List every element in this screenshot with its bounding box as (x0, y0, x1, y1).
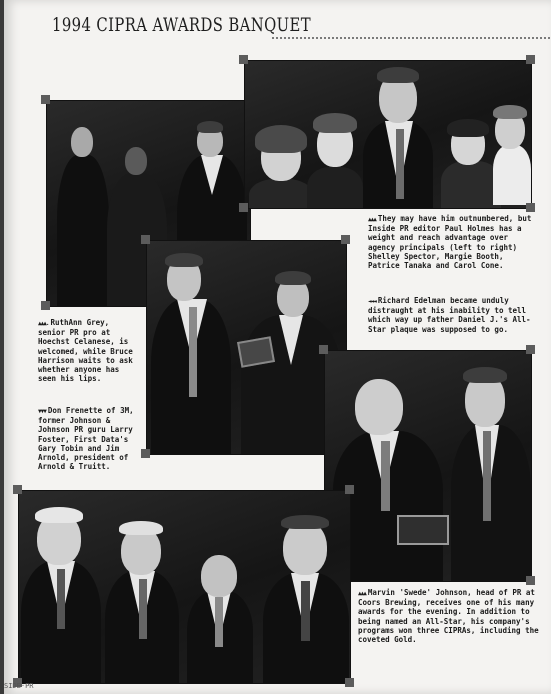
caption-edelman (368, 296, 538, 334)
caption-marker: ▲▲▲. (38, 320, 49, 327)
caption-johnson (358, 588, 542, 644)
photo-edelman (146, 240, 347, 455)
photo-holmes-frame (244, 60, 530, 207)
header-dotted-rule (272, 37, 550, 39)
caption-grey (38, 318, 140, 383)
page-footer-mark: SIDE·PR (4, 682, 34, 690)
photo-edelman-frame (146, 240, 345, 453)
award-trophy (397, 515, 449, 545)
caption-marker: ▲▲▲ (358, 590, 366, 597)
photo-johnson-frame (324, 350, 530, 580)
caption-holmes (368, 214, 538, 270)
photo-johnson (324, 350, 532, 582)
page-title: 1994 CIPRA AWARDS BANQUET (52, 14, 312, 36)
caption-marker: ◄◄◄ (368, 298, 376, 305)
photo-holmes (244, 60, 532, 209)
caption-text: Don Frenette of 3M, former Johnson & Johnson PR guru Larry Foster, First Data's Gary Tobin and Jim Arnold, president of Arnold & Truitt. (38, 406, 134, 472)
caption-marker: ▼▼▼ (38, 408, 46, 415)
caption-marker: ▲▲▲ (368, 216, 376, 223)
photo-frenette (18, 490, 351, 684)
caption-text: RuthAnn Grey, senior PR pro at Hoechst Celanese, is welcomed, while Bruce Harrison waits to ask whether anyone has seen his lips. (38, 318, 133, 384)
caption-text: Richard Edelman became unduly distraught at his inability to tell which way up father Daniel J.'s All-Star plaque was supposed to go. (368, 296, 531, 334)
caption-frenette (38, 406, 140, 471)
photo-frenette-frame (18, 490, 349, 682)
magazine-page (4, 0, 551, 694)
caption-text: They may have him outnumbered, but Inside PR editor Paul Holmes has a weight and reach advantage over agency principals (left to right) Shelley Spector, Margie Booth, Patrice Tanaka and Carol Cone. (368, 214, 532, 271)
caption-text: Marvin 'Swede' Johnson, head of PR at Coors Brewing, receives one of his many awards for the evening. In addition to being named an All-Star, his company's programs won three CIPRAs, including the coveted Gold. (358, 588, 539, 645)
